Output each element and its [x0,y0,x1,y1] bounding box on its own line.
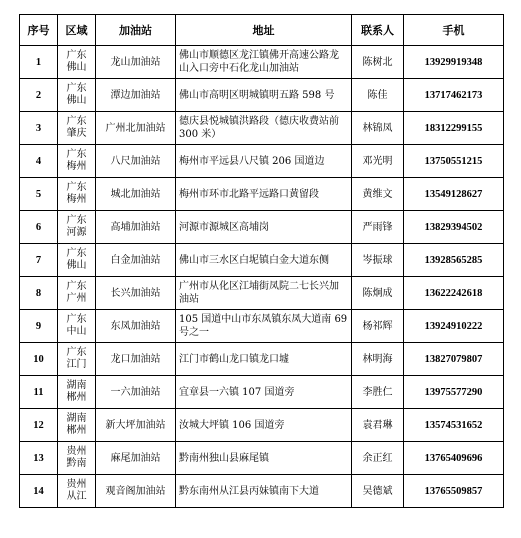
table-row [20,244,504,277]
header-contact: 联系人 [352,15,404,46]
region-cell [58,46,96,79]
header-address: 地址 [176,15,352,46]
header-station: 加油站 [96,15,176,46]
region-province: 广东 [66,182,87,193]
phone-cell: 13829394502 [404,211,504,244]
region-cell [58,79,96,112]
address-cell: 梅州市平远县八尺镇 206 国道边 [176,145,352,178]
region-province: 贵州 [66,479,87,490]
seq-cell: 5 [20,178,58,211]
seq-cell: 11 [20,376,58,409]
address-cell: 梅州市环市北路平远路口黄留段 [176,178,352,211]
region-cell [58,145,96,178]
region-province: 广东 [66,281,87,292]
region-city: 从江 [66,491,87,502]
station-cell: 潭边加油站 [96,79,176,112]
station-cell: 观音阁加油站 [96,475,176,508]
contact-cell: 林明海 [352,343,404,376]
station-cell: 龙山加油站 [96,46,176,79]
region-cell [58,211,96,244]
station-cell: 新大坪加油站 [96,409,176,442]
header-row [20,15,504,46]
phone-cell: 13928565285 [404,244,504,277]
address-cell: 黔南州独山县麻尾镇 [176,442,352,475]
gas-station-table [19,14,504,508]
region-cell [58,310,96,343]
region-city: 梅州 [66,194,87,205]
table-row [20,409,504,442]
contact-cell: 余正红 [352,442,404,475]
seq-cell: 9 [20,310,58,343]
station-cell: 东凤加油站 [96,310,176,343]
phone-cell: 13549128627 [404,178,504,211]
station-cell: 白金加油站 [96,244,176,277]
region-province: 广东 [66,347,87,358]
address-cell: 宜章县一六镇 107 国道旁 [176,376,352,409]
region-cell [58,376,96,409]
region-province: 广东 [66,314,87,325]
phone-cell: 13574531652 [404,409,504,442]
region-cell [58,277,96,310]
address-cell: 佛山市顺德区龙江镇佛开高速公路龙山入口旁中石化龙山加油站 [176,46,352,79]
address-cell: 105 国道中山市东凤镇东凤大道南 69 号之一 [176,310,352,343]
table-row [20,211,504,244]
region-city: 佛山 [66,260,87,271]
header-phone: 手机 [404,15,504,46]
station-cell: 一六加油站 [96,376,176,409]
phone-cell: 13717462173 [404,79,504,112]
region-cell [58,343,96,376]
station-cell: 龙口加油站 [96,343,176,376]
region-city: 江门 [66,359,87,370]
phone-cell: 13622242618 [404,277,504,310]
region-province: 广东 [66,116,87,127]
seq-cell: 13 [20,442,58,475]
contact-cell: 袁君琳 [352,409,404,442]
contact-cell: 邓光明 [352,145,404,178]
station-cell: 麻尾加油站 [96,442,176,475]
address-cell: 广州市从化区江埔街凤院二七长兴加油站 [176,277,352,310]
station-cell: 城北加油站 [96,178,176,211]
table-row [20,112,504,145]
table-row [20,178,504,211]
phone-cell: 18312299155 [404,112,504,145]
table-row [20,79,504,112]
region-province: 贵州 [66,446,87,457]
seq-cell: 10 [20,343,58,376]
region-province: 广东 [66,149,87,160]
seq-cell: 7 [20,244,58,277]
contact-cell: 林锦凤 [352,112,404,145]
phone-cell: 13750551215 [404,145,504,178]
phone-cell: 13975577290 [404,376,504,409]
region-province: 湖南 [66,380,87,391]
contact-cell: 严雨锋 [352,211,404,244]
phone-cell: 13765509857 [404,475,504,508]
region-city: 郴州 [66,392,87,403]
table-row [20,343,504,376]
address-cell: 江门市鹤山龙口镇龙口墟 [176,343,352,376]
contact-cell: 李胜仁 [352,376,404,409]
region-city: 郴州 [66,425,87,436]
region-city: 河源 [66,227,87,238]
table-row [20,376,504,409]
contact-cell: 陈佳 [352,79,404,112]
table-row [20,442,504,475]
region-city: 佛山 [66,95,87,106]
contact-cell: 岑振球 [352,244,404,277]
table-row [20,145,504,178]
seq-cell: 12 [20,409,58,442]
region-cell [58,475,96,508]
table-row [20,310,504,343]
address-cell: 汝城大坪镇 106 国道旁 [176,409,352,442]
seq-cell: 2 [20,79,58,112]
contact-cell: 陈树北 [352,46,404,79]
phone-cell: 13827079807 [404,343,504,376]
table-row [20,277,504,310]
region-city: 梅州 [66,161,87,172]
region-cell [58,178,96,211]
region-cell [58,442,96,475]
region-province: 湖南 [66,413,87,424]
region-cell [58,244,96,277]
contact-cell: 陈炯成 [352,277,404,310]
seq-cell: 14 [20,475,58,508]
phone-cell: 13765409696 [404,442,504,475]
region-cell [58,112,96,145]
address-cell: 河源市源城区高埔岗 [176,211,352,244]
phone-cell: 13929919348 [404,46,504,79]
contact-cell: 杨祁辉 [352,310,404,343]
region-province: 广东 [66,215,87,226]
contact-cell: 吴德斌 [352,475,404,508]
address-cell: 佛山市高明区明城镇明五路 598 号 [176,79,352,112]
region-city: 中山 [66,326,87,337]
header-region: 区域 [58,15,96,46]
seq-cell: 8 [20,277,58,310]
region-city: 肇庆 [66,128,87,139]
region-cell [58,409,96,442]
address-cell: 德庆县悦城镇洪路段（德庆收费站前 300 米） [176,112,352,145]
address-cell: 佛山市三水区白坭镇白金大道东侧 [176,244,352,277]
station-cell: 长兴加油站 [96,277,176,310]
station-cell: 广州北加油站 [96,112,176,145]
region-province: 广东 [66,83,87,94]
region-city: 黔南 [66,458,87,469]
seq-cell: 1 [20,46,58,79]
table-row [20,46,504,79]
station-cell: 高埔加油站 [96,211,176,244]
table-row [20,475,504,508]
region-province: 广东 [66,248,87,259]
seq-cell: 4 [20,145,58,178]
region-city: 佛山 [66,62,87,73]
region-province: 广东 [66,50,87,61]
seq-cell: 6 [20,211,58,244]
station-cell: 八尺加油站 [96,145,176,178]
region-city: 广州 [66,293,87,304]
phone-cell: 13924910222 [404,310,504,343]
contact-cell: 黄维文 [352,178,404,211]
header-seq: 序号 [20,15,58,46]
address-cell: 黔东南州从江县丙妹镇南下大道 [176,475,352,508]
seq-cell: 3 [20,112,58,145]
